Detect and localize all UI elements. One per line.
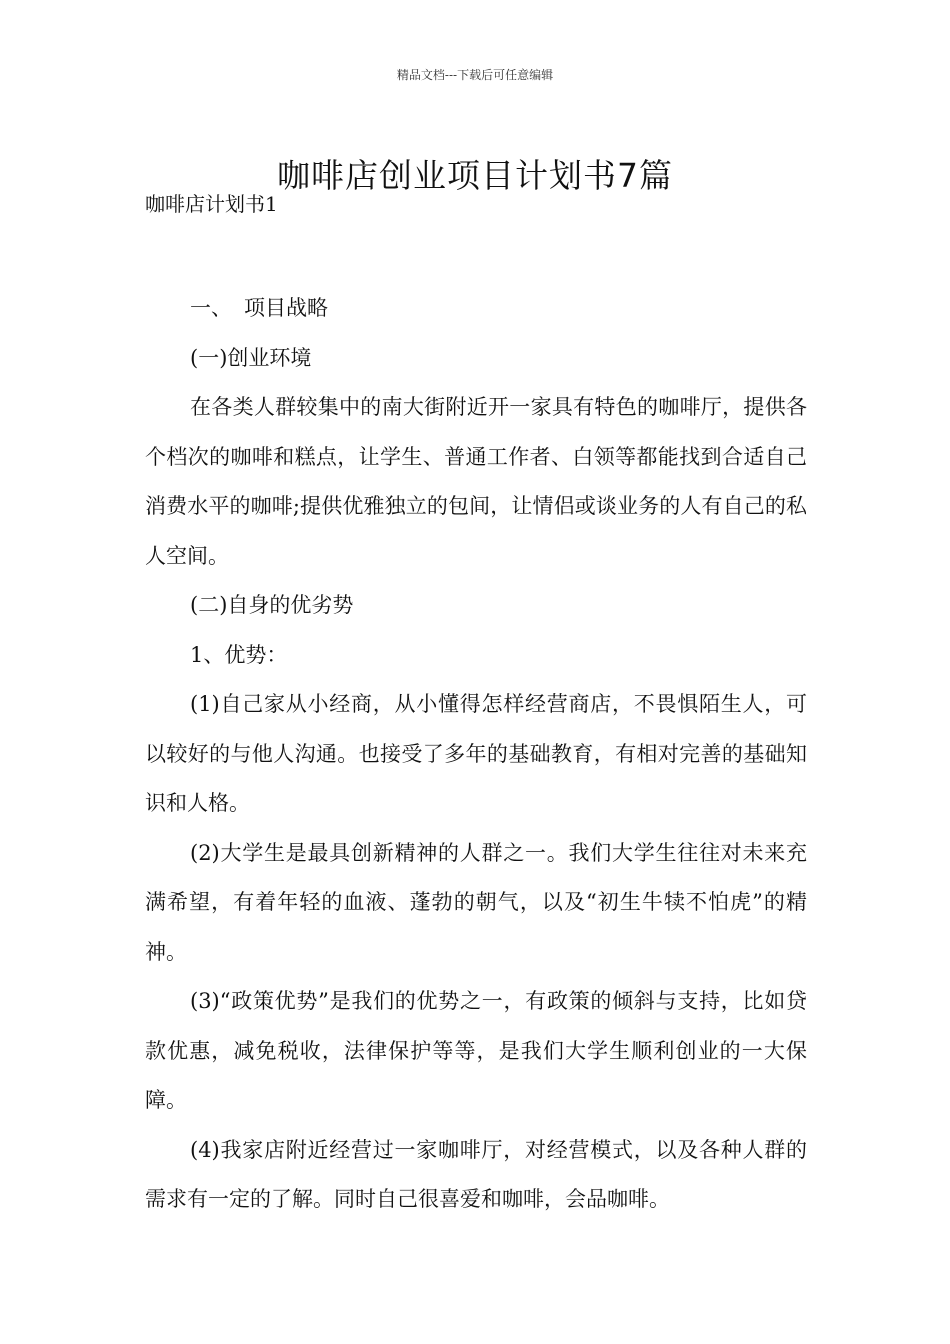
subsection-heading-environment: (一)创业环境 [190, 345, 312, 370]
list-item-advantage-3: (3)“政策优势”是我们的优势之一，有政策的倾斜与支持，比如贷款优惠，减免税收，法律保护等等，是我们大学生顺利创业的一大保障。 [145, 989, 807, 1112]
document-body [145, 284, 807, 1225]
section-heading [145, 284, 807, 334]
list-item-advantage-1: (1)自己家从小经商，从小懂得怎样经营商店，不畏惧陌生人，可以较好的与他人沟通。也接受了多年的基础教育，有相对完善的基础知识和人格。 [145, 692, 807, 815]
document-title: 咖啡店创业项目计划书7篇 [277, 156, 673, 196]
section-number: 一、 [190, 296, 232, 320]
list-heading-advantages: 1、优势： [190, 642, 288, 667]
list-item-advantage-2: (2)大学生是最具创新精神的人群之一。我们大学生往往对未来充满希望，有着年轻的血液、蓬勃的朝气，以及“初生牛犊不怕虎”的精神。 [145, 840, 807, 964]
list-item-advantage-4: (4)我家店附近经营过一家咖啡厅，对经营模式，以及各种人群的需求有一定的了解。同时自己很喜爱和咖啡，会品咖啡。 [145, 1137, 807, 1211]
document-subtitle: 咖啡店计划书1 [145, 192, 278, 216]
subsection-heading-strengths: (二)自身的优劣势 [190, 593, 354, 617]
header-note: 精品文档---下载后可任意编辑 [396, 68, 554, 82]
section-label: 项目战略 [244, 296, 328, 320]
paragraph-environment: 在各类人群较集中的南大街附近开一家具有特色的咖啡厅，提供各个档次的咖啡和糕点，让学生、普通工作者、白领等都能找到合适自己消费水平的咖啡;提供优雅独立的包间，让情侣或谈业务的人有自己的私人空间。 [145, 395, 807, 568]
